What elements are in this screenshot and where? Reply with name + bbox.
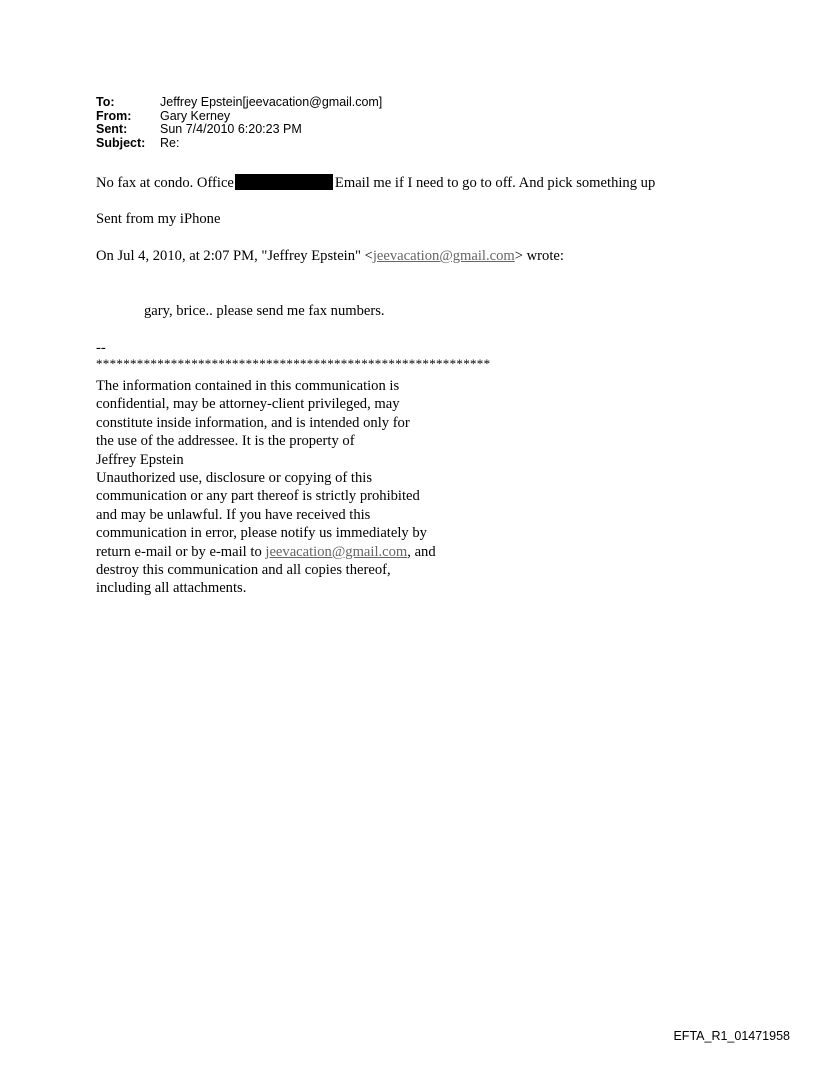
to-row (96, 96, 382, 110)
disclaimer-line-10-end: , and (407, 543, 436, 560)
from-label: From: (96, 108, 132, 123)
disclaimer-line: including all attachments. (96, 580, 247, 597)
quote-intro-start: On Jul 4, 2010, at 2:07 PM, "Jeffrey Epstein" < (96, 248, 373, 264)
sent-value: Sun 7/4/2010 6:20:23 PM (160, 122, 302, 136)
email-header (96, 96, 382, 150)
disclaimer-line: communication or any part thereof is strictly prohibited (96, 488, 420, 505)
quote-email-link[interactable]: jeevacation@gmail.com (372, 248, 515, 264)
quote-intro-end: > wrote: (514, 248, 564, 264)
disclaimer (96, 377, 436, 598)
quoted-message: gary, brice.. please send me fax numbers. (144, 303, 385, 319)
from-row (96, 110, 382, 124)
sent-label: Sent: (96, 122, 128, 136)
subject-value: Re: (160, 135, 180, 150)
star-separator: ********************************************************** (96, 356, 491, 371)
disclaimer-email-link[interactable]: jeevacation@gmail.com (265, 543, 408, 560)
dash-separator: -- (96, 340, 106, 356)
from-value: Gary Kerney (160, 108, 231, 123)
disclaimer-line: and may be unlawful. If you have received this (96, 506, 371, 523)
disclaimer-line (96, 543, 436, 561)
sent-row (96, 123, 382, 137)
body-line-1 (96, 174, 655, 192)
document-id: EFTA_R1_01471958 (673, 1029, 790, 1043)
to-label: To: (96, 95, 115, 109)
body-line-1-end: Email me if I need to go to off. And pick something up (334, 175, 656, 191)
disclaimer-line-10-start: return e-mail or by e-mail to (96, 543, 266, 560)
subject-row (96, 137, 382, 151)
disclaimer-line: constitute inside information, and is intended only for (96, 414, 410, 431)
disclaimer-line: destroy this communication and all copies thereof, (96, 562, 391, 579)
body-line-1-start: No fax at condo. Office (96, 175, 234, 191)
quote-intro (96, 248, 564, 265)
disclaimer-line: communication in error, please notify us immediately by (96, 525, 427, 542)
disclaimer-line: The information contained in this communication is (96, 378, 400, 394)
redaction-block (235, 174, 333, 190)
disclaimer-line: confidential, may be attorney-client privileged, may (96, 396, 400, 413)
disclaimer-line: the use of the addressee. It is the property of (96, 433, 355, 450)
disclaimer-line: Jeffrey Epstein (96, 451, 184, 468)
subject-label: Subject: (96, 135, 146, 150)
disclaimer-line: Unauthorized use, disclosure or copying of this (96, 470, 373, 487)
signature-line: Sent from my iPhone (96, 211, 221, 227)
to-value: Jeffrey Epstein[jeevacation@gmail.com] (160, 95, 383, 109)
